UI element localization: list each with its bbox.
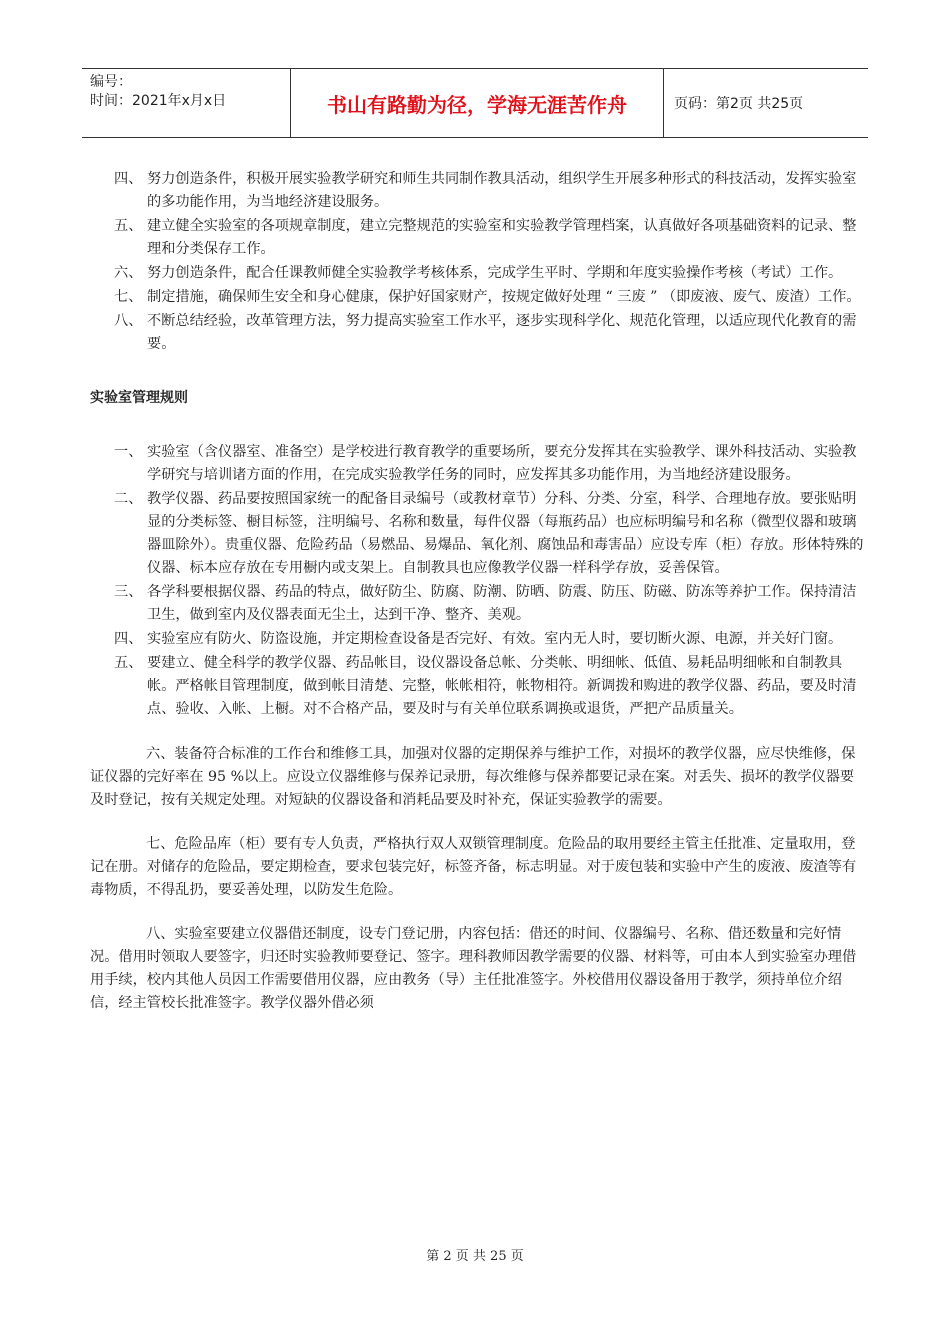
rule-item xyxy=(82,441,868,487)
item-number: 二、 xyxy=(114,491,143,507)
item-number: 五、 xyxy=(114,218,143,234)
header-page-info: 页码：第2页 共25页 xyxy=(674,96,804,112)
rule-paragraph: 六、装备符合标准的工作台和维修工具，加强对仪器的定期保养与维护工作，对损坏的教学仪器，应尽快维修，保证仪器的完好率在 95 %以上。应设立仪器维修与保养记录册，每次维修与保养都要记录在案。对丢失、损坏的教学仪器要及时登记，按有关规定处理。对短缺的仪器设备和消耗品要及时补充，保证实验教学的需要。 xyxy=(90,746,856,808)
item-number: 一、 xyxy=(114,444,143,460)
item-text: 实验室应有防火、防盗设施，并定期检查设备是否完好、有效。室内无人时，要切断火源、电源，并关好门窗。 xyxy=(147,631,843,647)
rule-item xyxy=(82,488,868,580)
duty-item xyxy=(82,168,868,214)
page-footer: 第 2 页 共 25 页 xyxy=(426,1249,524,1264)
item-text: 各学科要根据仪器、药品的特点，做好防尘、防腐、防潮、防晒、防震、防压、防磁、防冻等养护工作。保持清洁卫生，做到室内及仪器表面无尘土，达到干净、整齐、美观。 xyxy=(147,584,857,623)
item-number: 三、 xyxy=(114,584,143,600)
duty-item xyxy=(82,286,868,309)
duty-item xyxy=(82,262,868,285)
rule-paragraph: 七、危险品库（柜）要有专人负责，严格执行双人双锁管理制度。危险品的取用要经主管主任批准、定量取用，登记在册。对储存的危险品，要定期检查，要求包装完好，标签齐备，标志明显。对于废包装和实验中产生的废液、废渣等有毒物质，不得乱扔，要妥善处理，以防发生危险。 xyxy=(90,836,857,898)
header-motto: 书山有路勤为径，学海无涯苦作舟 xyxy=(291,69,664,137)
item-number: 四、 xyxy=(114,631,143,647)
item-text: 不断总结经验，改革管理方法，努力提高实验室工作水平，逐步实现科学化、规范化管理，以适应现代化教育的需要。 xyxy=(147,313,857,352)
item-number: 六、 xyxy=(114,265,143,281)
item-number: 八、 xyxy=(114,313,143,329)
duty-item xyxy=(82,310,868,356)
item-text: 努力创造条件，配合任课教师健全实验教学考核体系，完成学生平时、学期和年度实验操作考核（考试）工作。 xyxy=(147,265,843,281)
code-label: 编号： xyxy=(90,74,132,90)
rule-item xyxy=(82,652,868,721)
page-header xyxy=(82,68,868,138)
item-number: 五、 xyxy=(114,655,143,671)
section-title: 实验室管理规则 xyxy=(90,390,188,406)
item-text: 制定措施，确保师生安全和身心健康，保护好国家财产，按规定做好处理 “ 三废 ” （即废液、废气、废渣）工作。 xyxy=(147,289,861,305)
duty-item xyxy=(82,215,868,261)
item-number: 四、 xyxy=(114,171,143,187)
header-meta xyxy=(82,69,291,137)
rule-item xyxy=(82,581,868,627)
item-text: 实验室（含仪器室、准备空）是学校进行教育教学的重要场所，要充分发挥其在实验教学、课外科技活动、实验教学研究与培训诸方面的作用，在完成实验教学任务的同时，应发挥其多功能作用，为当地经济建设服务。 xyxy=(147,444,857,483)
item-number: 七、 xyxy=(114,289,143,305)
item-text: 教学仪器、药品要按照国家统一的配备目录编号（或教材章节）分科、分类、分室，科学、合理地存放。要张贴明显的分类标签、橱目标签，注明编号、名称和数量，每件仪器（每瓶药品）也应标明编号和名称（微型仪器和玻璃器皿除外）。贵重仪器、危险药品（易燃品、易爆品、氧化剂、腐蚀品和毒害品）应设专库（柜）存放。形体特殊的仪器、标本应存放在专用橱内或支架上。自制教具也应像教学仪器一样科学存放，妥善保管。 xyxy=(147,491,864,576)
document-body xyxy=(82,168,868,1015)
rule-paragraph: 八、实验室要建立仪器借还制度，设专门登记册，内容包括：借还的时间、仪器编号、名称、借还数量和完好情况。借用时领取人要签字，归还时实验教师要登记、签字。理科教师因教学需要的仪器、材料等，可由本人到实验室办理借用手续，校内其他人员因工作需要借用仪器，应由教务（导）主任批准签字。外校借用仪器设备用于教学，须持单位介绍信，经主管校长批准签字。教学仪器外借必须 xyxy=(90,926,857,1011)
item-text: 努力创造条件，积极开展实验教学研究和师生共同制作教具活动，组织学生开展多种形式的科技活动，发挥实验室的多功能作用，为当地经济建设服务。 xyxy=(147,171,857,210)
date-label: 时间：2021年x月x日 xyxy=(90,93,227,109)
item-text: 建立健全实验室的各项规章制度，建立完整规范的实验室和实验教学管理档案，认真做好各项基础资料的记录、整理和分类保存工作。 xyxy=(147,218,857,257)
rule-item xyxy=(82,628,868,651)
item-text: 要建立、健全科学的教学仪器、药品帐目，设仪器设备总帐、分类帐、明细帐、低值、易耗品明细帐和自制教具帐。严格帐目管理制度，做到帐目清楚、完整，帐帐相符，帐物相符。新调拨和购进的教学仪器、药品，要及时清点、验收、入帐、上橱。对不合格产品，要及时与有关单位联系调换或退货，严把产品质量关。 xyxy=(147,655,857,717)
